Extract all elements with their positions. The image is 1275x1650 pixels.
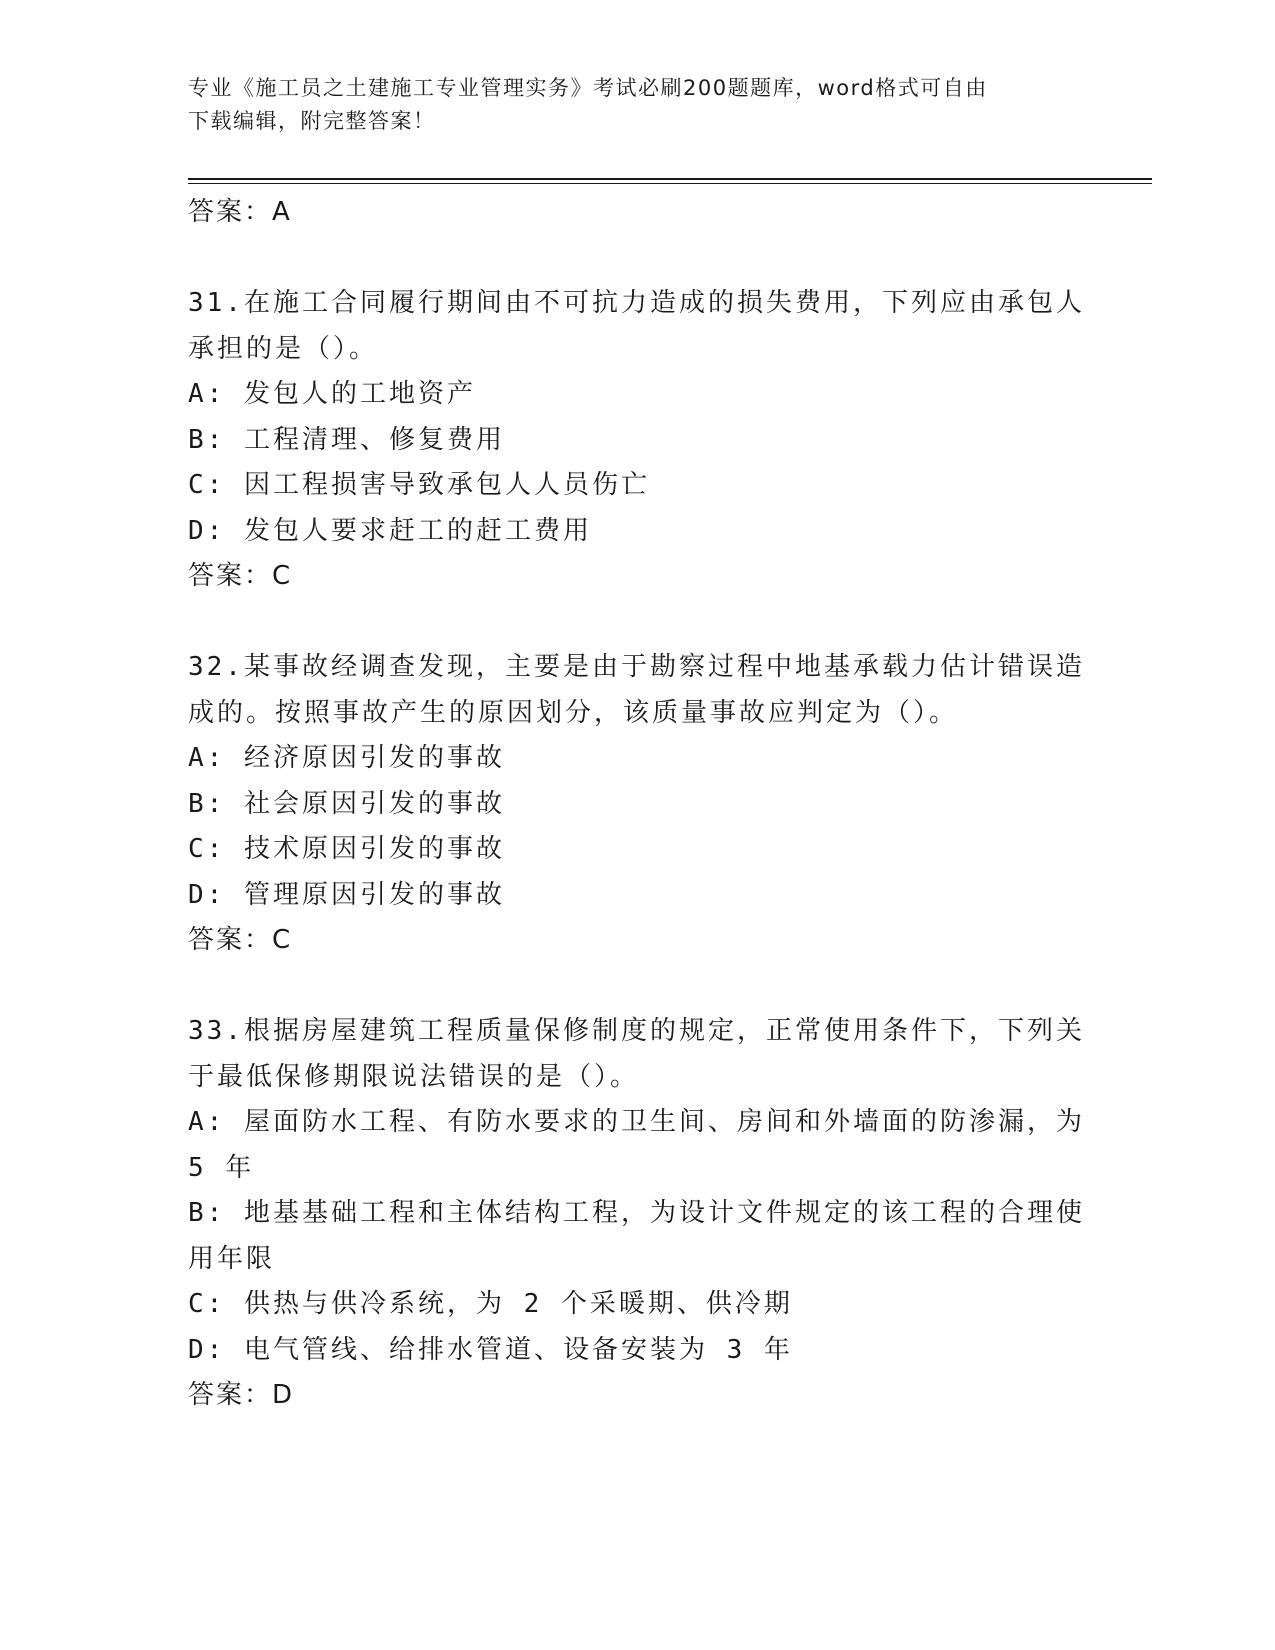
question-block-32 — [188, 645, 1088, 964]
question-stem-line: 于最低保修期限说法错误的是（）。 — [188, 1061, 640, 1092]
option-b: B: 社会原因引发的事故 — [188, 788, 505, 819]
option-a: A: 发包人的工地资产 — [188, 379, 476, 409]
option-d: D: 管理原因引发的事故 — [188, 879, 505, 910]
spacer — [188, 600, 1088, 646]
option-b: B: 地基基础工程和主体结构工程，为设计文件规定的该工程的合理使 — [188, 1198, 1085, 1228]
answer-label: 答案：C — [188, 561, 293, 591]
option-c: C: 技术原因引发的事故 — [188, 834, 505, 864]
document-header — [188, 72, 1068, 138]
question-stem-line: 32.某事故经调查发现，主要是由于勘察过程中地基承载力估计错误造 — [188, 652, 1085, 682]
header-title-line-2: 下载编辑，附完整答案！ — [188, 109, 436, 133]
header-divider-thick — [188, 178, 1152, 180]
question-stem-line: 成的。按照事故产生的原因划分，该质量事故应判定为（）。 — [188, 697, 959, 728]
header-title-line-1: 专业《施工员之土建施工专业管理实务》考试必刷200题题库，word格式可自由 — [188, 76, 988, 100]
option-b: B: 工程清理、修复费用 — [188, 424, 505, 455]
option-a: A: 经济原因引发的事故 — [188, 743, 505, 773]
option-d: D: 发包人要求赶工的赶工费用 — [188, 515, 592, 546]
option-d: D: 电气管线、给排水管道、设备安装为 3 年 — [188, 1334, 793, 1365]
question-stem-line: 33.根据房屋建筑工程质量保修制度的规定，正常使用条件下，下列关 — [188, 1016, 1085, 1046]
answer-label: 答案：D — [188, 1380, 295, 1410]
option-a: A: 屋面防水工程、有防水要求的卫生间、房间和外墙面的防渗漏，为 — [188, 1107, 1085, 1137]
spacer — [188, 236, 1088, 282]
question-block-33 — [188, 1009, 1088, 1419]
option-c: C: 因工程损害导致承包人人员伤亡 — [188, 470, 650, 500]
answer-label: 答案：C — [188, 925, 293, 955]
option-b-continued: 用年限 — [188, 1243, 276, 1274]
question-stem-line: 承担的是（）。 — [188, 333, 379, 364]
option-c: C: 供热与供冷系统，为 2 个采暖期、供冷期 — [188, 1289, 793, 1319]
question-block-31 — [188, 281, 1088, 600]
question-stem-line: 31.在施工合同履行期间由不可抗力造成的损失费用，下列应由承包人 — [188, 288, 1085, 318]
header-divider-thin — [188, 183, 1152, 184]
question-list — [188, 190, 1088, 1419]
spacer — [188, 964, 1088, 1010]
previous-answer: 答案：A — [188, 197, 292, 227]
option-a-continued: 5 年 — [188, 1152, 255, 1183]
